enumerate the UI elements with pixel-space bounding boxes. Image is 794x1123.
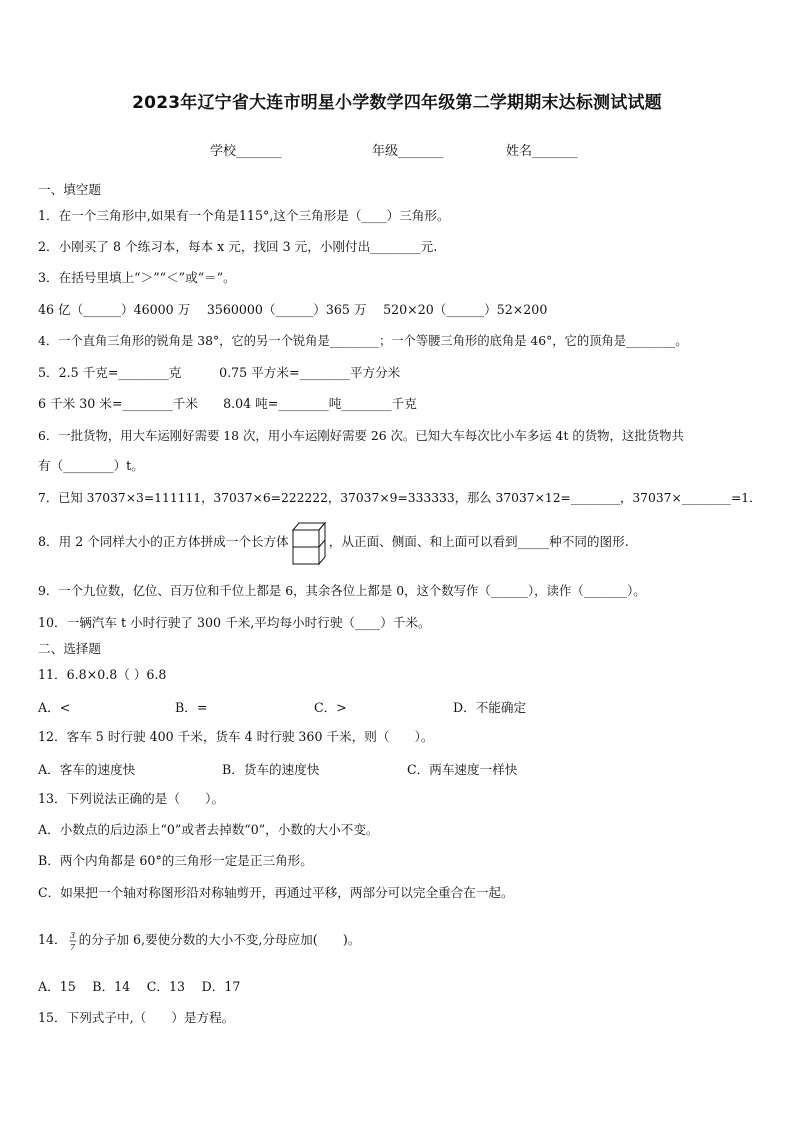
question-9: 9．一个九位数，亿位、百万位和千位上都是 6，其余各位上都是 0，这个数写作（______），读作（_______）。: [38, 583, 646, 598]
question-8-text-after: ，从正面、侧面、和上面可以看到_____种不同的图形.: [328, 534, 629, 549]
question-6-line-2: 有（________）t。: [38, 458, 144, 473]
question-11-option-c: C．>: [314, 700, 347, 715]
question-14-options: A．15 B．14 C．13 D．17: [38, 979, 241, 994]
svg-text:7: 7: [69, 942, 75, 952]
question-8-text-before: 8．用 2 个同样大小的正方体拼成一个长方体: [38, 534, 289, 549]
section-heading-multiple-choice: 二、选择题: [38, 641, 101, 656]
question-4: 4．一个直角三角形的锐角是 38°，它的另一个锐角是________；一个等腰三角形的底角是 46°，它的顶角是________。: [38, 334, 688, 348]
question-12-option-b: B．货车的速度快: [222, 762, 320, 777]
question-12: 12．客车 5 时行驶 400 千米，货车 4 时行驶 360 千米，则（ ）。: [38, 729, 434, 744]
question-14-text: 的分子加 6,要使分数的大小不变,分母应加( )。: [78, 932, 361, 947]
question-14-number: 14．: [38, 932, 67, 947]
section-heading-fill-blank: 一、填空题: [38, 182, 101, 197]
question-8: [38, 519, 629, 566]
cuboid-figure-icon: [291, 520, 327, 566]
question-13: 13．下列说法正确的是（ ）。: [38, 791, 225, 806]
question-6-line-1: 6．一批货物，用大车运刚好需要 18 次，用小车运刚好需要 26 次。已知大车每次比小车多运 4t 的货物，这批货物共: [38, 428, 684, 443]
question-12-option-a: A．客车的速度快: [38, 762, 136, 777]
question-5-row-1: 5．2.5 千克=________克 0.75 平方米=________平方分米: [38, 365, 401, 380]
question-13-option-a: A．小数点的后边添上“0”或者去掉数“0”，小数的大小不变。: [38, 822, 379, 837]
question-1: 1．在一个三角形中,如果有一个角是115°,这个三角形是（____）三角形。: [38, 208, 450, 223]
question-2: 2．小刚买了 8 个练习本，每本 x 元，找回 3 元，小刚付出________元.: [38, 239, 438, 254]
question-7: 7．已知 37037×3=111111，37037×6=222222，37037×9=333333，那么 37037×12=________，37037×________=1．: [38, 491, 762, 505]
question-3-items: 46 亿（______）46000 万 3560000（______）365 万 520×20（______）52×200: [38, 302, 548, 317]
name-field: 姓名_______: [506, 144, 578, 159]
svg-text:3: 3: [69, 930, 75, 940]
question-13-option-c: C．如果把一个轴对称图形沿对称轴剪开，再通过平移，两部分可以完全重合在一起。: [38, 885, 514, 900]
question-13-option-b: B．两个内角都是 60°的三角形一定是正三角形。: [38, 853, 313, 868]
school-field: 学校_______: [210, 144, 282, 159]
question-11: 11．6.8×0.8（ ）6.8: [38, 667, 167, 682]
question-11-option-a: A．<: [38, 700, 71, 715]
fraction-three-sevenths-icon: [69, 930, 77, 952]
grade-field: 年级_______: [372, 144, 444, 159]
question-5-row-2: 6 千米 30 米=________千米 8.04 吨=________吨________千克: [38, 396, 417, 411]
question-11-option-d: D．不能确定: [453, 700, 527, 715]
question-10: 10．一辆汽车 t 小时行驶了 300 千米,平均每小时行驶（____）千米。: [38, 615, 431, 630]
question-3: 3．在括号里填上“＞”“＜”或“＝”。: [38, 270, 236, 285]
question-15: 15．下列式子中,（ ）是方程。: [38, 1010, 235, 1025]
question-14: [38, 928, 360, 952]
question-12-option-c: C．两车速度一样快: [407, 762, 518, 777]
page-title: 2023年辽宁省大连市明星小学数学四年级第二学期期末达标测试试题: [132, 93, 662, 113]
question-11-option-b: B．=: [175, 700, 208, 715]
